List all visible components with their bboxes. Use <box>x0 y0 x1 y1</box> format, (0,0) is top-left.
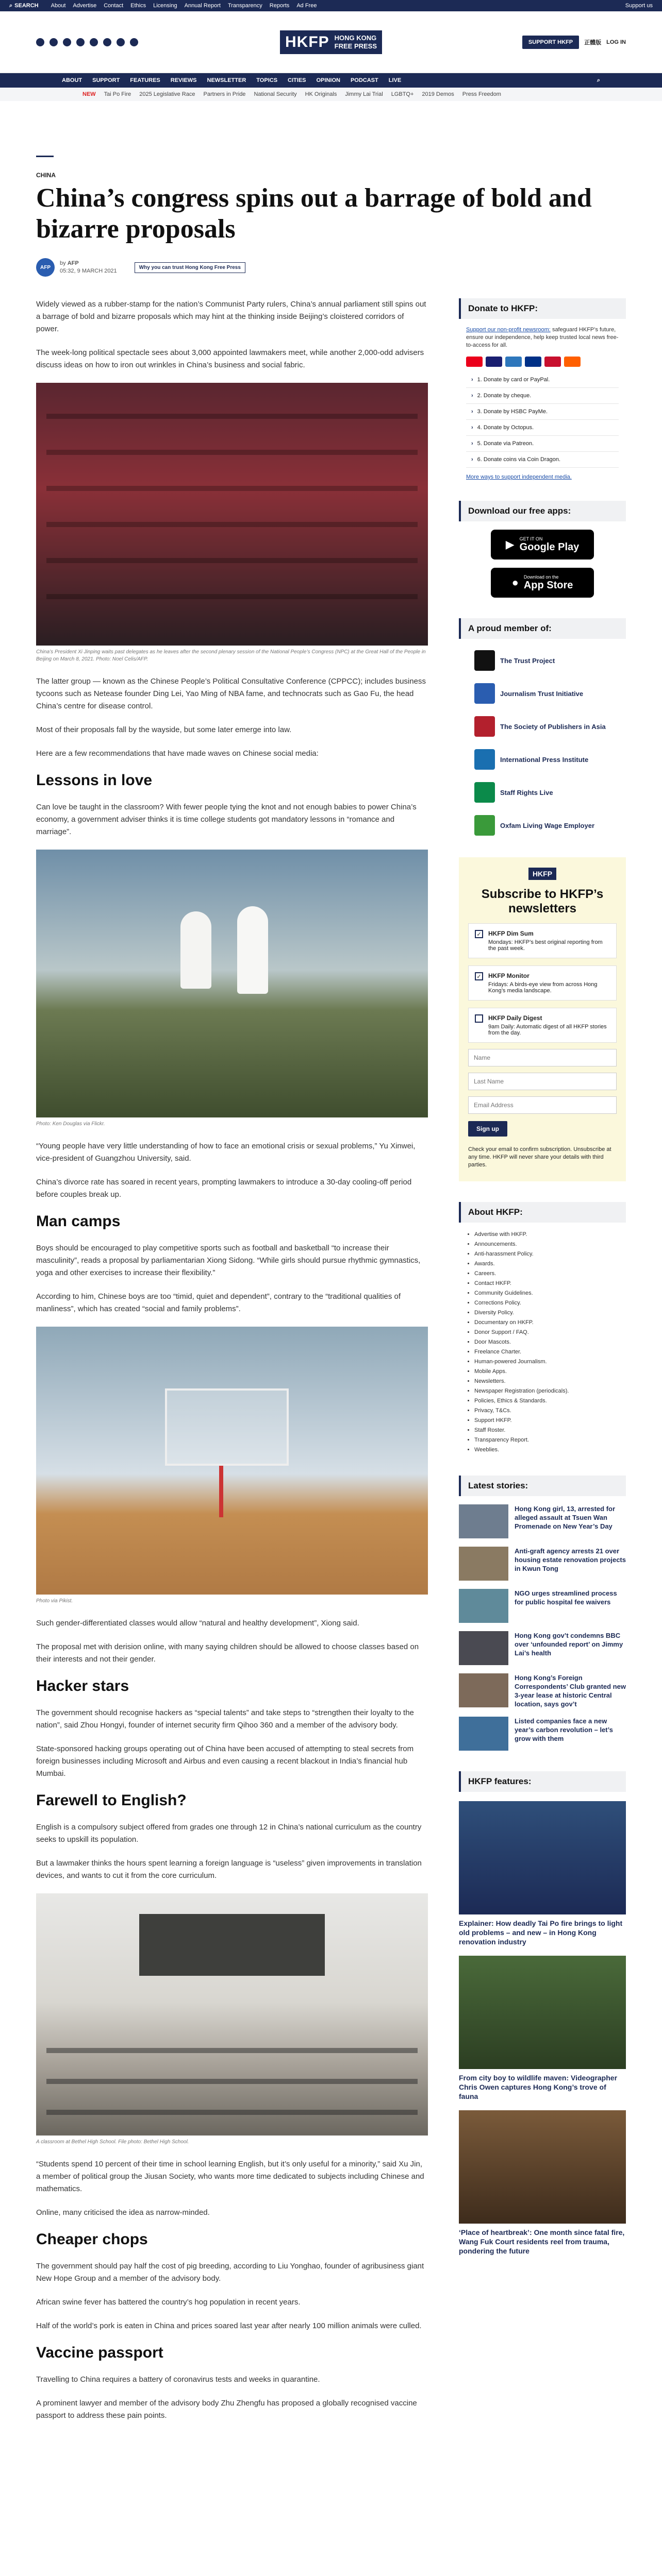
trending-link[interactable]: HK Originals <box>305 91 337 97</box>
utility-bar <box>0 0 662 11</box>
paragraph: “Students spend 10 percent of their time in school learning English, but it’s only useful for a minority,” said Xu Jin, a member of political group the Jiusan Society, who wants more time dedicated to subjects including Chinese and mathematics. <box>36 2160 424 2193</box>
about-link[interactable]: • Awards. <box>474 1259 619 1269</box>
paragraph: African swine fever has battered the country’s hog population in recent years. <box>36 2298 301 2307</box>
partner-logo[interactable]: The Society of Publishers in Asia <box>474 715 610 738</box>
trending-link[interactable]: Tai Po Fire <box>104 91 131 97</box>
newsletter-title: Subscribe to HKFP’s newsletters <box>481 887 604 916</box>
chevron-right-icon: › <box>471 409 473 415</box>
latest-story[interactable]: NGO urges streamlined process for public hospital fee waivers <box>459 1589 626 1623</box>
more-ways-link[interactable]: More ways to support independent media. <box>466 474 572 480</box>
paypal-icon <box>525 357 541 367</box>
last-name-field[interactable] <box>468 1073 617 1090</box>
photo-caption: China’s President Xi Jinping waits past delegates as he leaves after the second plenary session of the National People’s Congress (NPC) at the Great Hall of the People in Beijing on March 8, 2021. Photo: Noel Celis/AFP. <box>36 649 426 662</box>
telegram-icon[interactable] <box>117 38 125 46</box>
about-link[interactable]: • Anti-harassment Policy. <box>474 1249 619 1259</box>
section-heading: Man camps <box>36 1213 121 1230</box>
partner-logo[interactable]: International Press Institute <box>474 748 610 771</box>
latest-story[interactable]: Anti-graft agency arrests 21 over housing estate renovation projects in Kwun Tong <box>459 1547 626 1581</box>
paragraph: The proposal met with derision online, with many saying children should be allowed to choose classes based on their interests and not their gender. <box>36 1642 419 1664</box>
paragraph: Widely viewed as a rubber-stamp for the nation’s Communist Party rulers, China’s annual parliament still spins out a barrage of bold and bizarre proposals which may hint at the thinking inside Beijing’s cloistered corridors of power. <box>36 300 426 333</box>
nav-podcast[interactable]: PODCAST <box>350 77 378 83</box>
donate-option[interactable]: › 6. Donate coins via Coin Dragon. <box>466 452 619 468</box>
partner-logo[interactable]: Journalism Trust Initiative <box>474 682 610 705</box>
newsletter-option[interactable]: ✓ HKFP Dim Sum Mondays: HKFP’s best original reporting from the past week. <box>468 923 617 958</box>
partners-widget <box>459 618 626 837</box>
section-heading: Cheaper chops <box>36 2231 148 2248</box>
topbar-link-ethics[interactable]: Ethics <box>130 3 146 9</box>
about-link[interactable]: • Door Mascots. <box>474 1337 619 1347</box>
feature-thumbnail <box>459 1801 626 1914</box>
topbar-link-reports[interactable]: Reports <box>269 3 290 9</box>
about-widget <box>459 1202 626 1455</box>
amex-icon <box>505 357 522 367</box>
nav-topics[interactable]: TOPICS <box>256 77 278 83</box>
byline: AFP by AFP 05:32, 9 MARCH 2021 Why you can trust Hong Kong Free Press <box>36 258 626 277</box>
article-title: China’s congress spins out a barrage of bold and bizarre proposals <box>36 183 592 244</box>
feature-thumbnail <box>459 1956 626 2069</box>
category-rule <box>36 156 54 157</box>
about-link[interactable]: • Advertise with HKFP. <box>474 1230 619 1240</box>
widget-title: HKFP features: <box>459 1771 626 1792</box>
app-store-button[interactable]: ● Download on the App Store <box>491 568 594 598</box>
chevron-right-icon: › <box>471 456 473 463</box>
widget-title: Latest stories: <box>459 1476 626 1496</box>
topbar-link-contact[interactable]: Contact <box>104 3 124 9</box>
topbar-link-ad-free[interactable]: Ad Free <box>296 3 317 9</box>
logo-wordmark: HONG KONG FREE PRESS <box>335 30 382 54</box>
about-link[interactable]: • Privacy, T&Cs. <box>474 1406 619 1416</box>
newsletter-logo: HKFP <box>528 868 556 880</box>
trending-link[interactable]: Partners in Pride <box>203 91 246 97</box>
paragraph: Travelling to China requires a battery of coronavirus tests and weeks in quarantine. <box>36 2375 320 2384</box>
story-thumbnail <box>459 1504 508 1538</box>
donate-option[interactable]: › 5. Donate via Patreon. <box>466 436 619 452</box>
topbar-link-advertise[interactable]: Advertise <box>73 3 97 9</box>
social-links <box>36 38 138 46</box>
apps-widget <box>459 501 626 598</box>
nav-support[interactable]: SUPPORT <box>92 77 120 83</box>
paragraph: Most of their proposals fall by the wayside, but some later emerge into law. <box>36 725 292 734</box>
nav-live[interactable]: LIVE <box>388 77 402 83</box>
author-name[interactable]: AFP <box>67 260 79 266</box>
newsletter-option[interactable]: ✓ HKFP Monitor Fridays: A birds-eye view from across Hong Kong’s media landscape. <box>468 965 617 1001</box>
section-heading: Lessons in love <box>36 772 153 789</box>
search-link[interactable]: ⌕ SEARCH <box>9 2 39 9</box>
oxfam-icon <box>474 815 495 836</box>
language-link[interactable]: 正體版 <box>584 39 602 46</box>
donate-widget: Donate to HKFP: Support our non-profit newsroom: safeguard HKFP’s future, ensure our independence, help keep trusted local news free-to-access for all. › 1. Donate by card or PayPal. › 2. Donate by cheque. › 3. Donate by HSBC PayMe. › 4. Donate by Octopus. › 5. Donate via Patreon. › 6. Donate coins via Coin Dragon. More ways to support independent media. <box>459 298 626 480</box>
about-link[interactable]: • Careers. <box>474 1269 619 1279</box>
photo-caption: Photo via Pikist. <box>36 1598 73 1604</box>
trending-link[interactable]: Press Freedom <box>462 91 501 97</box>
latest-story[interactable]: Listed companies face a new year’s carbon revolution – let’s grow with them <box>459 1717 626 1751</box>
donate-option[interactable]: › 2. Donate by cheque. <box>466 388 619 404</box>
about-link[interactable]: • Staff Roster. <box>474 1426 619 1435</box>
paragraph: The government should pay half the cost of pig breeding, according to Liu Yonghao, founder of agribusiness giant New Hope Group and a member of the advisory body. <box>36 2262 424 2283</box>
visa-icon <box>486 357 502 367</box>
threads-icon[interactable] <box>76 38 85 46</box>
widget-title: A proud member of: <box>459 618 626 639</box>
nav-reviews[interactable]: REVIEWS <box>170 77 197 83</box>
nav-search-icon[interactable]: ⌕ <box>597 77 600 83</box>
story-thumbnail <box>459 1547 508 1581</box>
paragraph: “Young people have very little understanding of how to face an emotional crisis or sexual problems,” Yu Xinwei, vice-president of Guangzhou University, said. <box>36 1142 416 1163</box>
about-link[interactable]: • Contact HKFP. <box>474 1279 619 1289</box>
new-badge: NEW <box>82 91 96 97</box>
jcb-icon <box>564 357 581 367</box>
site-logo[interactable] <box>280 30 382 54</box>
about-link[interactable]: • Mobile Apps. <box>474 1367 619 1377</box>
about-link[interactable]: • Weeblies. <box>474 1445 619 1455</box>
nav-about[interactable]: ABOUT <box>62 77 82 83</box>
newsletter-option[interactable]: HKFP Daily Digest 9am Daily: Automatic digest of all HKFP stories from the day. <box>468 1008 617 1043</box>
topbar-link-about[interactable]: About <box>51 3 66 9</box>
photo-caption: A classroom at Bethel High School. File photo: Bethel High School. <box>36 2139 189 2145</box>
chevron-right-icon: › <box>471 440 473 447</box>
login-link[interactable]: LOG IN <box>606 39 626 45</box>
nav-cities[interactable]: CITIES <box>288 77 306 83</box>
checkbox-checked[interactable]: ✓ <box>475 930 483 938</box>
newsletter-note: Check your email to confirm subscription. Unsubscribe at any time. HKFP will never share your details with third parties. <box>468 1146 611 1168</box>
trust-badge-link[interactable]: Why you can trust Hong Kong Free Press <box>135 262 245 273</box>
widget-title: Download our free apps: <box>459 501 626 521</box>
paragraph: According to him, Chinese boys are too “timid, quiet and dependent”, contrary to the “traditional qualities of manliness”, which has created “social and family problems”. <box>36 1292 401 1313</box>
paragraph: Such gender-differentiated classes would allow “natural and healthy development”, Xiong said. <box>36 1619 359 1628</box>
chevron-right-icon: › <box>471 377 473 383</box>
main-nav <box>0 73 662 88</box>
topbar-support-link[interactable]: Support us <box>625 3 653 9</box>
partner-logo[interactable]: The Trust Project <box>474 649 610 672</box>
section-heading: Farewell to English? <box>36 1792 187 1809</box>
paragraph: English is a compulsory subject offered from grades one through 12 in China’s national curriculum as the country seeks to upskill its population. <box>36 1823 422 1844</box>
chevron-right-icon: › <box>471 393 473 399</box>
feature-story[interactable]: From city boy to wildlife maven: Videographer Chris Owen captures Hong Kong’s trove of fauna <box>459 1956 626 2101</box>
story-thumbnail <box>459 1673 508 1707</box>
google-play-button[interactable]: ▶ GET IT ON Google Play <box>491 530 594 560</box>
paragraph: China’s divorce rate has soared in recent years, prompting lawmakers to introduce a 30-day cooling-off period before couples break up. <box>36 1178 412 1199</box>
about-link[interactable]: • Support HKFP. <box>474 1416 619 1426</box>
author-avatar[interactable]: AFP <box>36 258 55 277</box>
mastercard-icon <box>466 357 483 367</box>
latest-story[interactable]: Hong Kong gov’t condemns BBC over ‘unfounded report’ on Jimmy Lai’s health <box>459 1631 626 1665</box>
latest-story[interactable]: Hong Kong’s Foreign Correspondents’ Club granted new 3-year lease at historic Central location, says gov’t <box>459 1673 626 1708</box>
youtube-icon[interactable] <box>90 38 98 46</box>
feature-story[interactable]: ‘Place of heartbreak’: One month since fatal fire, Wang Fuk Court residents reel from trauma, pondering the future <box>459 2110 626 2256</box>
paragraph: The latter group — known as the Chinese People’s Political Consultative Conference (CPPCC); includes business tycoons such as Netease founder Ding Lei, Yao Ming of NBA fame, and technocrats such as Gao Fu, the head China’s centre for disease control. <box>36 677 426 710</box>
paragraph: The week-long political spectacle sees about 3,000 appointed lawmakers meet, while another 2,000-odd advisers discuss ideas on how to iron out wrinkles in China’s business and social fabric. <box>36 348 424 369</box>
donate-option[interactable]: › 1. Donate by card or PayPal. <box>466 372 619 388</box>
site-header <box>0 11 662 73</box>
paragraph: Boys should be encouraged to play competitive sports such as football and basketball “to increase their masculinity”, reads a proposal by parliamentarian Xiong Sidong. “While girls should pursue rhythmic gymnastics, yoga and other exercises to increase their flexibility.” <box>36 1244 421 1277</box>
paragraph: Here are a few recommendations that have made waves on Chinese social media: <box>36 749 319 758</box>
donate-option[interactable]: › 3. Donate by HSBC PayMe. <box>466 404 619 420</box>
chevron-right-icon: › <box>471 425 473 431</box>
about-link[interactable]: • Human-powered Journalism. <box>474 1357 619 1367</box>
section-heading: Hacker stars <box>36 1677 129 1694</box>
about-link[interactable]: • Freelance Charter. <box>474 1347 619 1357</box>
nav-features[interactable]: FEATURES <box>130 77 160 83</box>
congress-photo[interactable] <box>36 383 428 646</box>
story-thumbnail <box>459 1631 508 1665</box>
feature-thumbnail <box>459 2110 626 2224</box>
widget-title: Donate to HKFP: <box>459 298 626 319</box>
google-play-icon: ▶ <box>505 538 515 551</box>
trending-link[interactable]: Jimmy Lai Trial <box>345 91 383 97</box>
paragraph: State-sponsored hacking groups operating out of China have been accused of attempting to steal secrets from foreign businesses including Microsoft and Airbus and even causing a recent blackout in India’s financial hub Mumbai. <box>36 1744 414 1778</box>
payment-icons <box>459 354 626 372</box>
classroom-photo[interactable] <box>36 1893 428 2136</box>
about-link[interactable]: • Transparency Report. <box>474 1435 619 1445</box>
paragraph: The government should recognise hackers as “special talents” and take steps to “strengthen their loyalty to the nation”, said Zhou Hongyi, founder of internet security firm Qihoo 360 and a member of the advisory body. <box>36 1708 414 1730</box>
instagram-icon[interactable] <box>63 38 71 46</box>
trending-link[interactable]: 2025 Legislative Race <box>139 91 195 97</box>
features-widget <box>459 1771 626 2256</box>
linkedin-icon[interactable] <box>103 38 111 46</box>
apple-icon: ● <box>511 576 519 589</box>
partner-logo[interactable]: Oxfam Living Wage Employer <box>474 814 610 837</box>
paragraph: Half of the world’s pork is eaten in China and prices soared last year after nearly 100 million animals were culled. <box>36 2321 422 2330</box>
jti-icon <box>474 683 495 704</box>
article-body <box>36 298 428 2433</box>
paragraph: Online, many criticised the idea as narrow-minded. <box>36 2208 210 2217</box>
trending-link[interactable]: LGBTQ+ <box>391 91 414 97</box>
checkbox-unchecked[interactable] <box>475 1014 483 1023</box>
sidebar <box>459 298 626 2433</box>
rss-icon[interactable] <box>130 38 138 46</box>
page-wrapper <box>36 156 626 2433</box>
topbar-link-transparency[interactable]: Transparency <box>227 3 262 9</box>
about-link[interactable]: • Newspaper Registration (periodicals). <box>474 1386 619 1396</box>
checkbox-checked[interactable]: ✓ <box>475 972 483 980</box>
article-category[interactable]: CHINA <box>36 172 56 179</box>
unionpay-icon <box>544 357 561 367</box>
first-name-field[interactable] <box>468 1049 617 1066</box>
story-thumbnail <box>459 1589 508 1623</box>
x-icon[interactable] <box>49 38 58 46</box>
wedding-photo[interactable] <box>36 850 428 1117</box>
latest-story[interactable]: Hong Kong girl, 13, arrested for alleged assault at Tsuen Wan Promenade on New Year’s Day <box>459 1504 626 1538</box>
about-link[interactable]: • Policies, Ethics & Standards. <box>474 1396 619 1406</box>
sign-up-button[interactable]: Sign up <box>468 1121 507 1137</box>
facebook-icon[interactable] <box>36 38 44 46</box>
nav-newsletter[interactable]: NEWSLETTER <box>207 77 246 83</box>
about-link[interactable]: • Donor Support / FAQ. <box>474 1328 619 1337</box>
donate-link[interactable]: Support our non-profit newsroom: <box>466 327 551 333</box>
search-icon: ⌕ <box>9 2 13 9</box>
logo-mark: HKFP <box>280 30 335 54</box>
trending-link[interactable]: National Security <box>254 91 297 97</box>
about-link[interactable]: • Diversity Policy. <box>474 1308 619 1318</box>
basketball-court-photo[interactable] <box>36 1327 428 1595</box>
donate-option[interactable]: › 4. Donate by Octopus. <box>466 420 619 436</box>
paragraph: But a lawmaker thinks the hours spent learning a foreign language is “useless” given improvements in translation devices, and wants to cut it from the core curriculum. <box>36 1859 422 1880</box>
paragraph: Can love be taught in the classroom? With fewer people tying the knot and not enough babies to power China’s economy, a government adviser thinks it is time college students got mandatory lessons in “romance and marriage”. <box>36 803 417 836</box>
staff-rights-icon <box>474 782 495 803</box>
section-heading: Vaccine passport <box>36 2344 163 2361</box>
trending-link[interactable]: 2019 Demos <box>422 91 454 97</box>
about-link[interactable]: • Newsletters. <box>474 1377 619 1386</box>
about-link[interactable]: • Documentary on HKFP. <box>474 1318 619 1328</box>
trending-bar <box>0 88 662 101</box>
email-field[interactable] <box>468 1096 617 1114</box>
story-thumbnail <box>459 1717 508 1751</box>
feature-story[interactable]: Explainer: How deadly Tai Po fire brings to light old problems – and new – in Hong Kong renovation industry <box>459 1801 626 1946</box>
sopa-icon <box>474 716 495 737</box>
about-link[interactable]: • Community Guidelines. <box>474 1289 619 1298</box>
trust-project-icon <box>474 650 495 671</box>
ipi-icon <box>474 749 495 770</box>
about-link[interactable]: • Announcements. <box>474 1240 619 1249</box>
newsletter-widget <box>459 857 626 1181</box>
about-link[interactable]: • Corrections Policy. <box>474 1298 619 1308</box>
support-hkfp-button[interactable]: SUPPORT HKFP <box>522 36 579 49</box>
about-links <box>459 1223 626 1455</box>
latest-widget <box>459 1476 626 1751</box>
nav-opinion[interactable]: OPINION <box>316 77 340 83</box>
photo-caption: Photo: Ken Douglas via Flickr. <box>36 1121 105 1127</box>
topbar-link-annual-report[interactable]: Annual Report <box>184 3 221 9</box>
partner-logo[interactable]: Staff Rights Live <box>474 781 610 804</box>
topbar-link-licensing[interactable]: Licensing <box>153 3 177 9</box>
paragraph: A prominent lawyer and member of the advisory body Zhu Zhengfu has proposed a globally recognised vaccine passport to address these pain points. <box>36 2399 417 2420</box>
widget-title: About HKFP: <box>459 1202 626 1223</box>
publish-date: 05:32, 9 MARCH 2021 <box>60 268 117 274</box>
